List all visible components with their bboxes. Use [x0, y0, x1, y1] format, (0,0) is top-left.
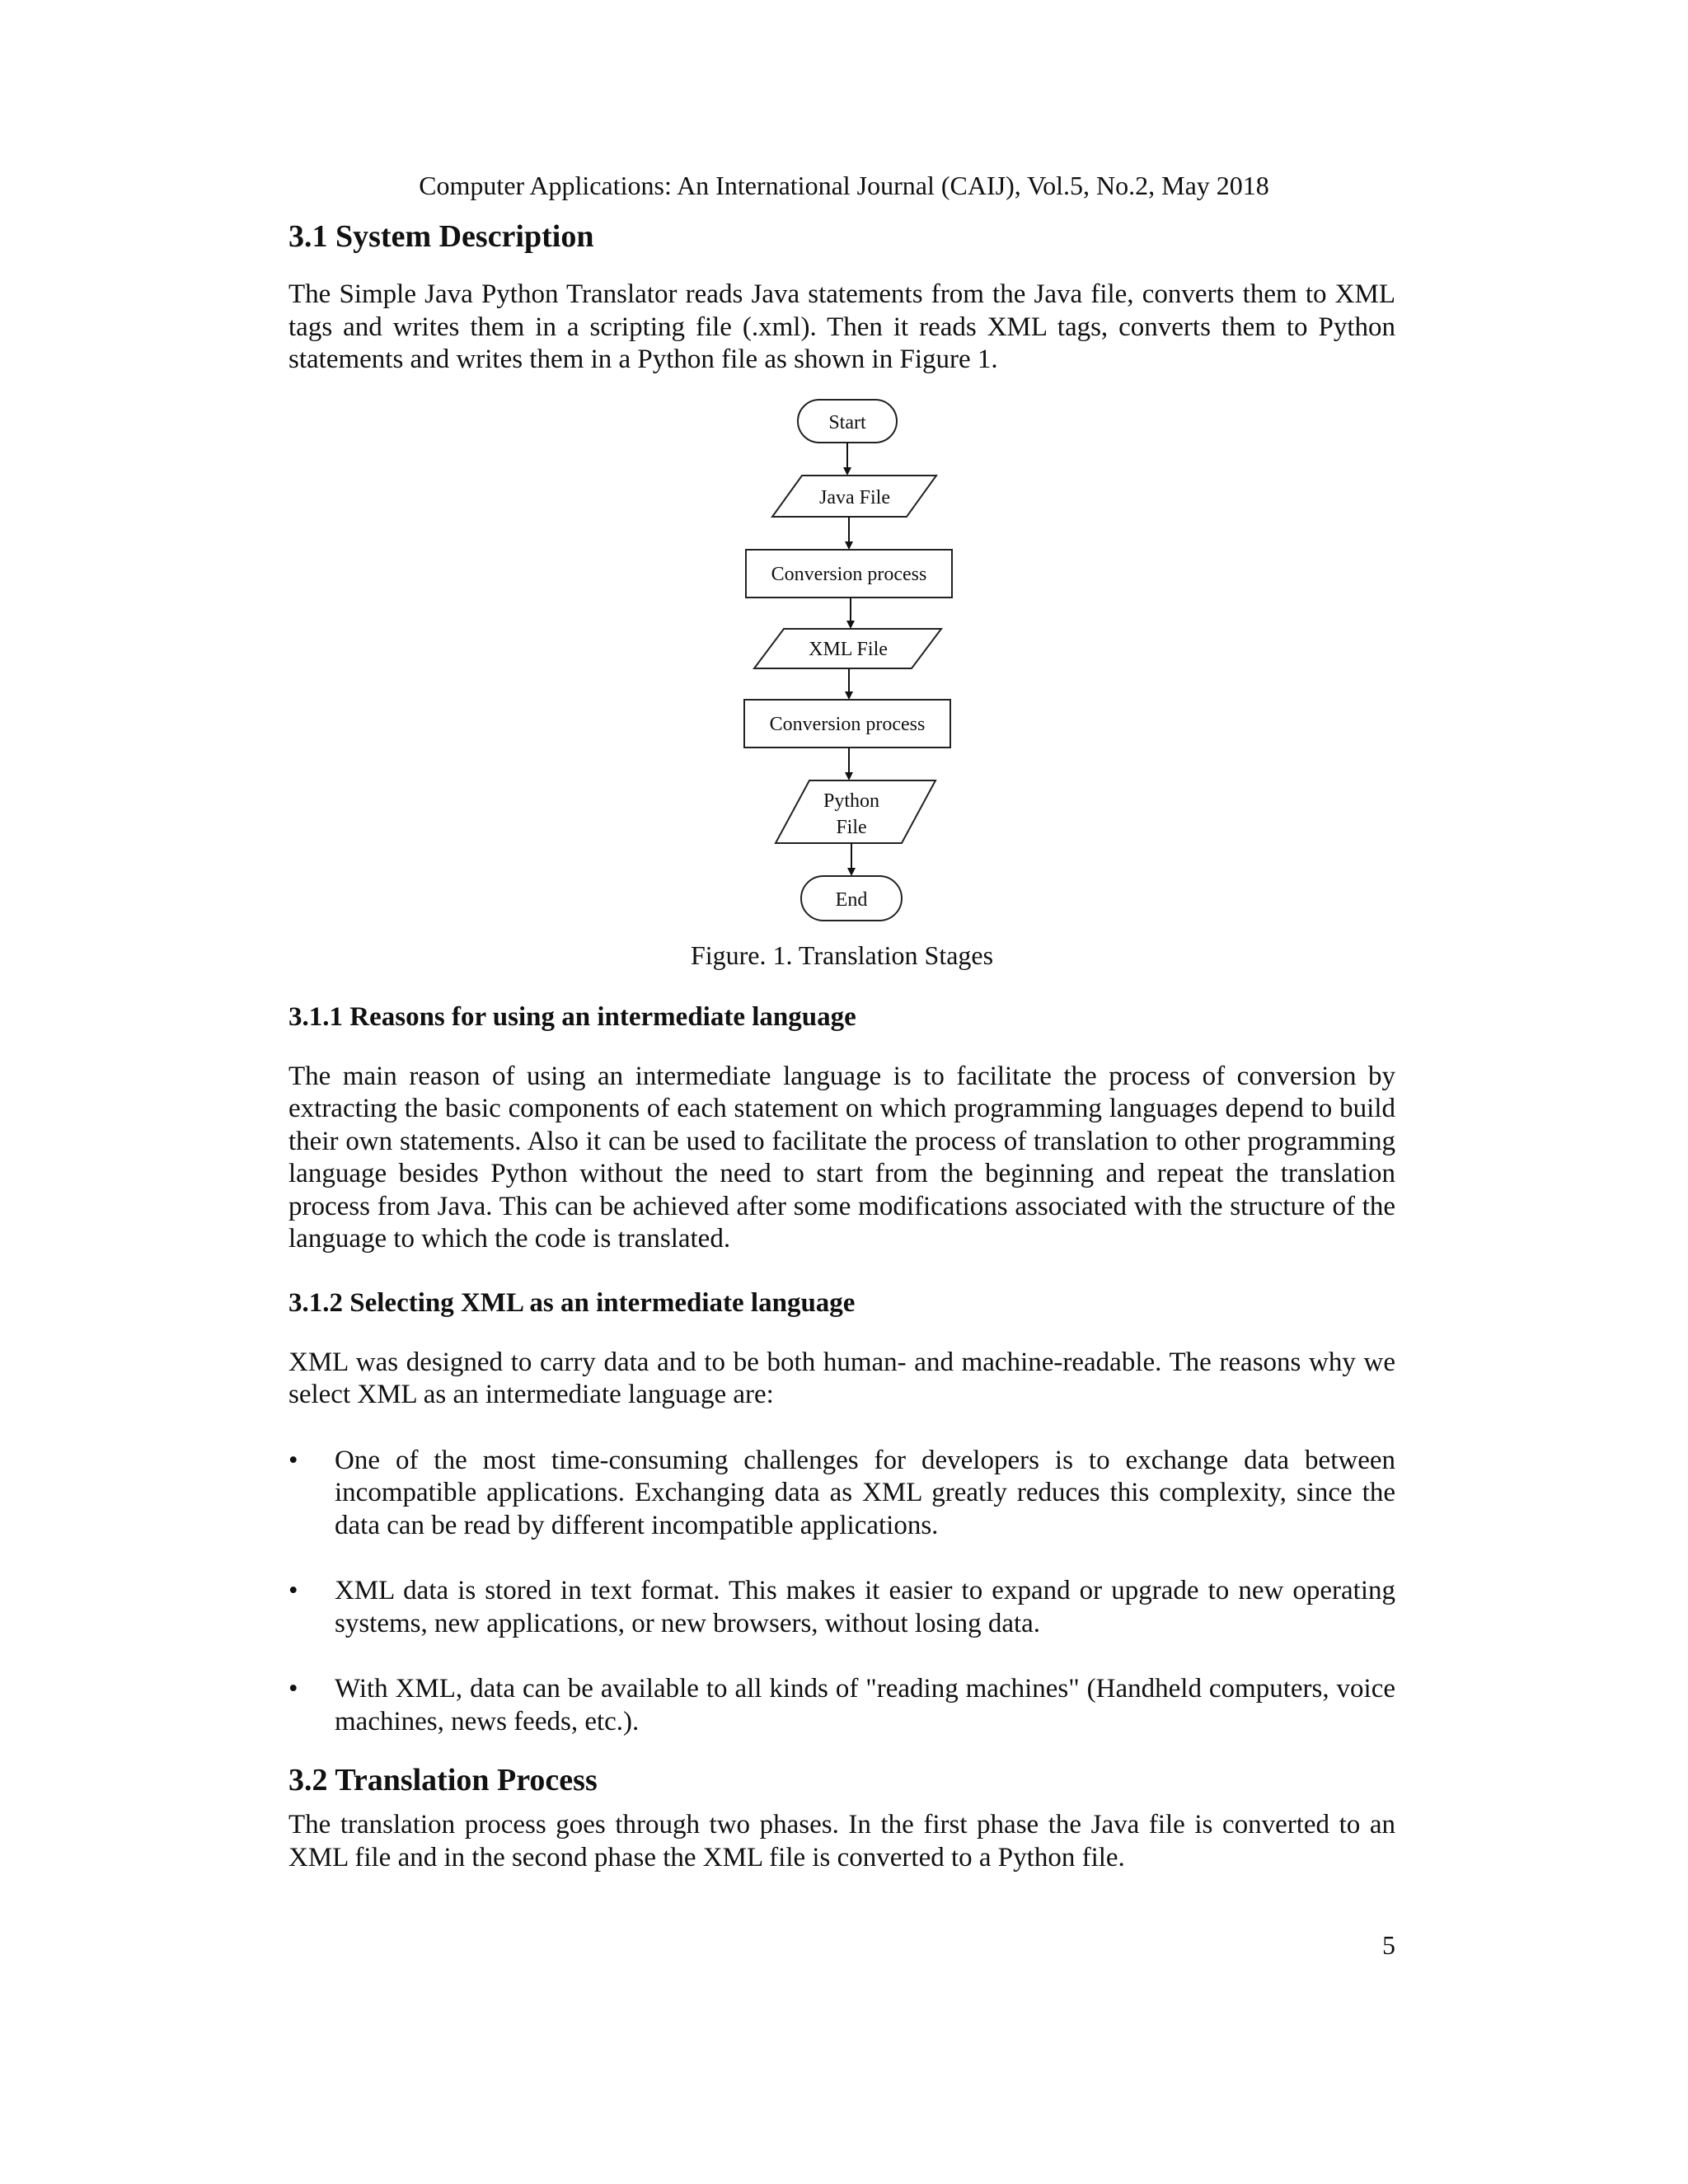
list-item	[288, 1575, 1395, 1640]
flowchart-conversion-1-node	[746, 550, 952, 598]
list-item-text: With XML, data can be available to all kinds of "reading machines" (Handheld computers, voice machines, news feeds, etc.).	[335, 1674, 1395, 1736]
section-heading-3-1-1: 3.1.1 Reasons for using an intermediate language	[288, 1001, 856, 1032]
bullet-icon: •	[288, 1674, 298, 1704]
section-3-1-1-paragraph: The main reason of using an intermediate language is to facilitate the process of conversion by extracting the basic components of each statement on which programming languages depend to build their own statements. Also it can be used to facilitate the process of translation to other programming language besides Python without the need to start from the beginning and repeat the translation process from Java. This can be achieved after some modifications associated with the structure of the language to which the code is translated.	[288, 1061, 1395, 1254]
list-item-text: One of the most time-consuming challenges for developers is to exchange data between incompatible applications. Exchanging data as XML greatly reduces this complexity, since the data can be read by different incompatible applications.	[335, 1445, 1395, 1540]
flowchart-python-file-node	[776, 780, 935, 843]
conversion-1-label: Conversion process	[771, 563, 927, 585]
running-header: Computer Applications: An International Journal (CAIJ), Vol.5, No.2, May 2018	[419, 171, 1269, 200]
page-content	[288, 216, 1395, 1874]
section-heading-3-1-2: 3.1.2 Selecting XML as an intermediate language	[288, 1287, 856, 1318]
java-file-label: Java File	[819, 486, 890, 509]
flowchart-start-node	[798, 400, 897, 443]
flowchart-end-node	[801, 876, 902, 921]
xml-file-label: XML File	[809, 638, 888, 660]
conversion-2-label: Conversion process	[769, 713, 926, 735]
section-3-1-paragraph: The Simple Java Python Translator reads Java statements from the Java file, converts them to XML tags and writes them in a scripting file (.xml). Then it reads XML tags, converts them to Python statements and writes them in a Python file as shown in Figure 1.	[288, 279, 1395, 374]
page-number: 5	[1382, 1930, 1395, 1960]
python-file-label-line1: Python	[823, 790, 880, 812]
bullet-icon: •	[288, 1576, 298, 1605]
list-item-text: XML data is stored in text format. This makes it easier to expand or upgrade to new operating systems, new applications, or new browsers, without losing data.	[335, 1576, 1395, 1638]
list-item	[288, 1673, 1395, 1738]
figure-1-flowchart	[288, 395, 1395, 939]
bullet-icon: •	[288, 1445, 298, 1475]
section-heading-3-1: 3.1 System Description	[288, 219, 594, 254]
section-3-1-2-intro: XML was designed to carry data and to be both human- and machine-readable. The reasons why we select XML as an intermediate language are:	[288, 1347, 1395, 1409]
figure-1-caption: Figure. 1. Translation Stages	[690, 940, 994, 970]
flowchart-xml-file-node	[754, 629, 941, 668]
start-label: Start	[828, 411, 866, 434]
end-label: End	[835, 888, 868, 911]
section-3-2-paragraph: The translation process goes through two phases. In the first phase the Java file is converted to an XML file and in the second phase the XML file is converted to a Python file.	[288, 1810, 1395, 1872]
list-item	[288, 1445, 1395, 1543]
section-heading-3-2: 3.2 Translation Process	[288, 1763, 598, 1797]
xml-reasons-list	[288, 1445, 1395, 1739]
flowchart-java-file-node	[772, 476, 936, 517]
flowchart-conversion-2-node	[744, 700, 950, 748]
python-file-label-line2: File	[836, 816, 867, 838]
